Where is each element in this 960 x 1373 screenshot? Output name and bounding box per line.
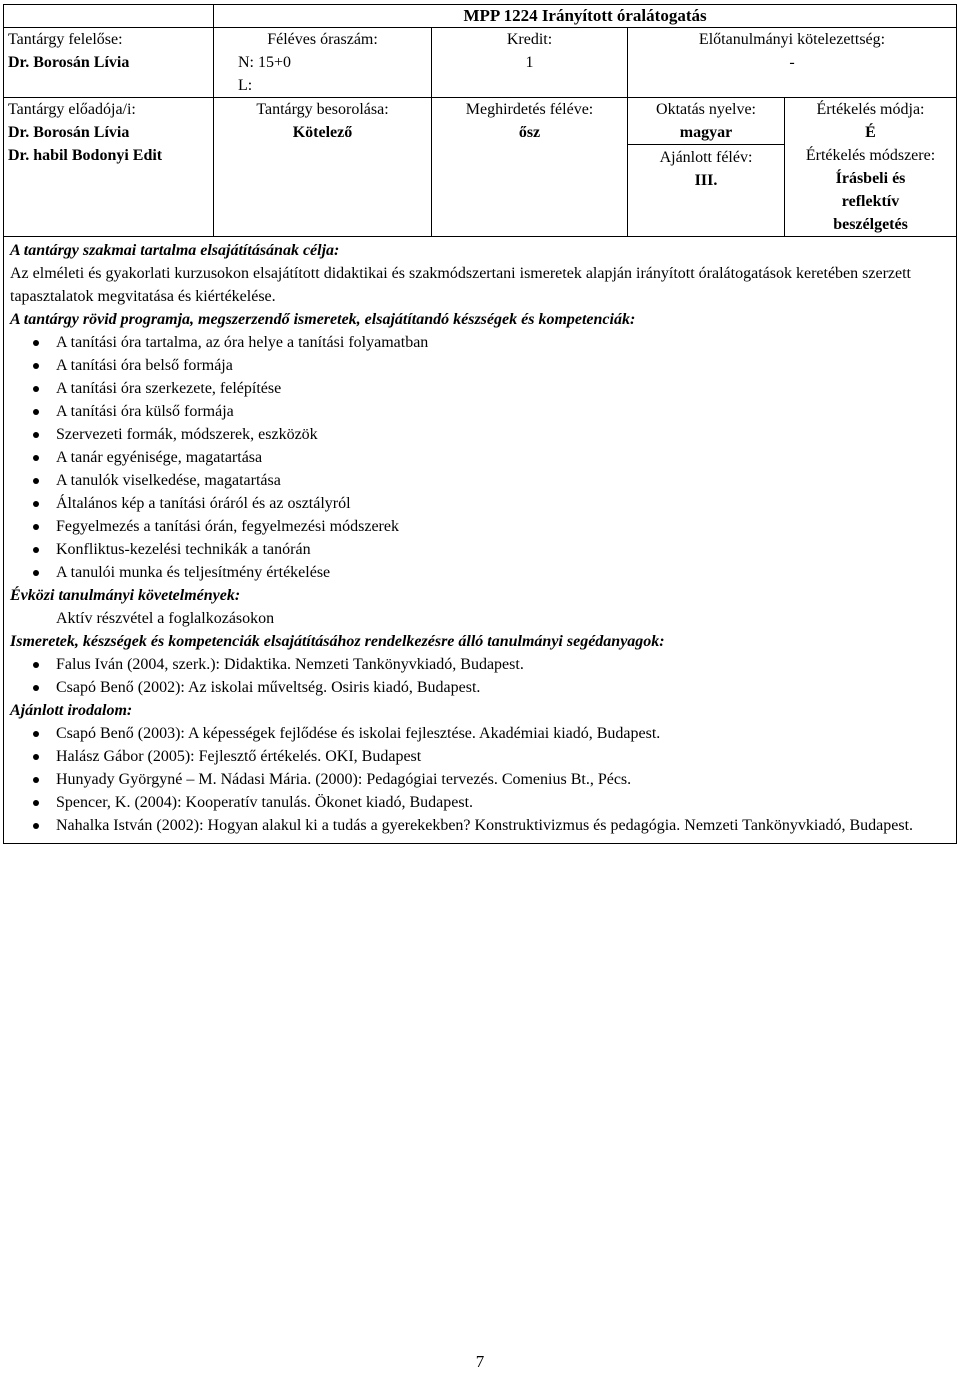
hours-n: N: 15+0 bbox=[238, 54, 292, 71]
list-item: A tanulói munka és teljesítmény értékelése bbox=[10, 561, 950, 584]
language-cell bbox=[628, 98, 785, 237]
course-content-cell bbox=[4, 237, 957, 844]
hours-l: L: bbox=[238, 77, 253, 94]
responsible-label: Tantárgy felelőse: bbox=[8, 31, 123, 48]
lecturer-label: Tantárgy előadója/i: bbox=[8, 101, 136, 118]
credit-label: Kredit: bbox=[506, 31, 553, 48]
list-item: A tanítási óra szerkezete, felépítése bbox=[10, 377, 950, 400]
program-heading: A tantárgy rövid programja, megszerzendő ismeretek, elsajátítandó készségek és kompetenciák: bbox=[10, 311, 636, 328]
credit-cell bbox=[432, 28, 628, 98]
lecturer-cell bbox=[4, 98, 214, 237]
assessment-cell bbox=[785, 98, 957, 237]
assessment-mode-value: É bbox=[865, 124, 876, 141]
language-value: magyar bbox=[679, 124, 733, 141]
assessment-method-value: Írásbeli és bbox=[835, 170, 906, 187]
materials-heading: Ismeretek, készségek és kompetenciák elsajátításához rendelkezésre álló tanulmányi segédanyagok: bbox=[10, 633, 665, 650]
list-item: Hunyady Györgyné – M. Nádasi Mária. (2000): Pedagógiai tervezés. Comenius Bt., Pécs. bbox=[10, 768, 950, 791]
list-item: Általános kép a tanítási óráról és az osztályról bbox=[10, 492, 950, 515]
responsible-name: Dr. Borosán Lívia bbox=[8, 54, 130, 71]
list-item: Spencer, K. (2004): Kooperatív tanulás. Ökonet kiadó, Budapest. bbox=[10, 791, 950, 814]
semester-label: Meghirdetés féléve: bbox=[465, 101, 594, 118]
requirements-text: Aktív részvétel a foglalkozásokon bbox=[56, 610, 275, 627]
list-item: Falus Iván (2004, szerk.): Didaktika. Nemzeti Tankönyvkiadó, Budapest. bbox=[10, 653, 950, 676]
goal-text: Az elméleti és gyakorlati kurzusokon elsajátított didaktikai és szakmódszertani ismeretek alapján irányított óralátogatások keretében szerzett tapasztalatok megvitatása és kiértékelése. bbox=[10, 265, 911, 305]
lecturer-name: Dr. habil Bodonyi Edit bbox=[8, 147, 163, 164]
semester-cell bbox=[432, 98, 628, 237]
page-number: 7 bbox=[475, 1352, 485, 1371]
language-label: Oktatás nyelve: bbox=[656, 101, 756, 118]
credit-value: 1 bbox=[525, 54, 534, 71]
list-item: Csapó Benő (2002): Az iskolai műveltség. Osiris kiadó, Budapest. bbox=[10, 676, 950, 699]
list-item: Fegyelmezés a tanítási órán, fegyelmezési módszerek bbox=[10, 515, 950, 538]
classification-cell bbox=[214, 98, 432, 237]
recommended-semester-label: Ajánlott félév: bbox=[628, 144, 784, 169]
semester-value: ősz bbox=[518, 124, 541, 141]
literature-heading: Ajánlott irodalom: bbox=[10, 702, 133, 719]
list-item: Konfliktus-kezelési technikák a tanórán bbox=[10, 538, 950, 561]
list-item: Szervezeti formák, módszerek, eszközök bbox=[10, 423, 950, 446]
list-item: Csapó Benő (2003): A képességek fejlődése és iskolai fejlesztése. Akadémiai kiadó, Budapest. bbox=[10, 722, 950, 745]
list-item: A tanítási óra belső formája bbox=[10, 354, 950, 377]
list-item: A tanulók viselkedése, magatartása bbox=[10, 469, 950, 492]
hours-cell bbox=[214, 28, 432, 98]
classification-label: Tantárgy besorolása: bbox=[256, 101, 389, 118]
list-item: Halász Gábor (2005): Fejlesztő értékelés. OKI, Budapest bbox=[10, 745, 950, 768]
prereq-value: - bbox=[789, 54, 795, 71]
assessment-method-label: Értékelés módszere: bbox=[805, 147, 936, 164]
course-title: MPP 1224 Irányított óralátogatás bbox=[214, 5, 957, 28]
literature-list bbox=[10, 722, 950, 837]
goal-heading: A tantárgy szakmai tartalma elsajátításának célja: bbox=[10, 242, 340, 259]
assessment-method-value: reflektív bbox=[841, 193, 900, 210]
course-sheet-table bbox=[3, 4, 957, 844]
assessment-method-value: beszélgetés bbox=[833, 216, 908, 233]
program-list bbox=[10, 331, 950, 584]
prereq-cell bbox=[628, 28, 957, 98]
list-item: A tanítási óra tartalma, az óra helye a tanítási folyamatban bbox=[10, 331, 950, 354]
recommended-semester-value: III. bbox=[694, 172, 718, 189]
hours-label: Féléves óraszám: bbox=[267, 31, 378, 48]
requirements-heading: Évközi tanulmányi követelmények: bbox=[10, 587, 241, 604]
responsible-cell bbox=[4, 28, 214, 98]
lecturer-name: Dr. Borosán Lívia bbox=[8, 124, 130, 141]
assessment-mode-label: Értékelés módja: bbox=[816, 101, 925, 118]
classification-value: Kötelező bbox=[292, 124, 353, 141]
prereq-label: Előtanulmányi kötelezettség: bbox=[698, 31, 886, 48]
list-item: A tanár egyénisége, magatartása bbox=[10, 446, 950, 469]
list-item: A tanítási óra külső formája bbox=[10, 400, 950, 423]
materials-list bbox=[10, 653, 950, 699]
list-item: Nahalka István (2002): Hogyan alakul ki a tudás a gyerekekben? Konstruktivizmus és pedagógia. Nemzeti Tankönyvkiadó, Budapest. bbox=[10, 814, 950, 837]
